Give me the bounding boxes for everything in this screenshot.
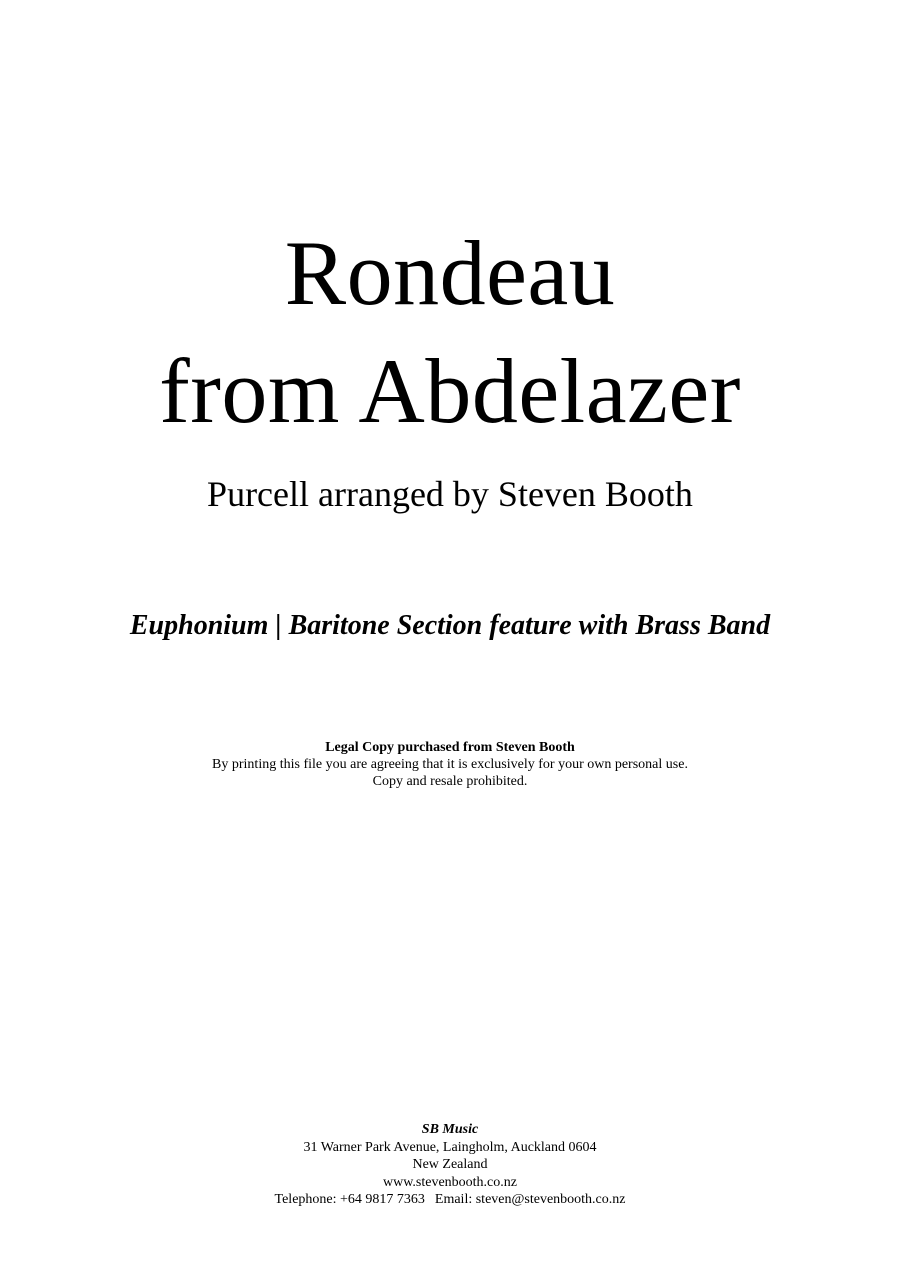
legal-prohibition-text: Copy and resale prohibited.	[372, 774, 528, 789]
title-line-1: Rondeau	[284, 222, 616, 324]
publisher-contact-line	[0, 1191, 900, 1209]
publisher-info	[0, 1121, 900, 1209]
title-line-2: from Abdelazer	[159, 340, 741, 442]
composer-arranger-credit: Purcell arranged by Steven Booth	[207, 474, 693, 514]
publisher-email: Email: steven@stevenbooth.co.nz	[434, 1192, 626, 1207]
publisher-website: www.stevenbooth.co.nz	[382, 1174, 517, 1190]
legal-usage-text: By printing this file you are agreeing that it is exclusively for your own personal use.	[212, 757, 688, 772]
legal-heading: Legal Copy purchased from Steven Booth	[325, 740, 575, 755]
publisher-name: SB Music	[421, 1122, 479, 1137]
publisher-telephone: Telephone: +64 9817 7363	[274, 1192, 425, 1207]
legal-notice	[0, 739, 900, 790]
publisher-country: New Zealand	[412, 1157, 488, 1172]
instrumentation-feature: Euphonium | Baritone Section feature with Brass Band	[129, 610, 771, 641]
publisher-address: 31 Warner Park Avenue, Laingholm, Auckland 0604	[303, 1139, 597, 1155]
